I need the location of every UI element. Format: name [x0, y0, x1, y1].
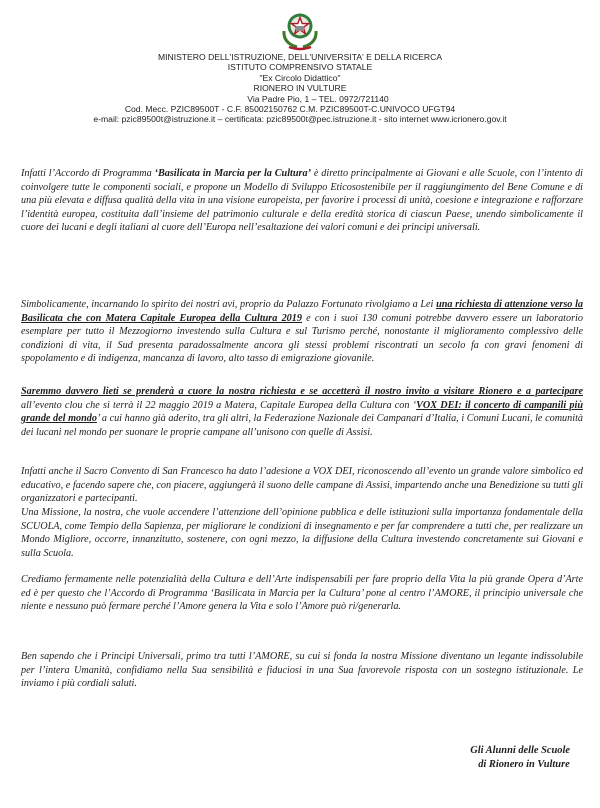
italian-republic-emblem-icon	[275, 7, 325, 53]
paragraph-text: Infatti l’Accordo di Programma	[21, 168, 155, 179]
paragraph-text: e con i suoi 130 comuni potrebbe davvero essere un laboratorio esemplare per tutto il Mezzogiorno investendo sulla Cultura e sul Turismo perché, nonostante il miglioramento complessivo delle condizioni di vita, il Sud presenta paradossalmente ancora gli stessi problemi riscontrati un secolo fa con gravi fenomeni di spopolamento e di indigenza, mancanza di lavoro, alto tasso di emigrazione giovanile.	[21, 312, 583, 365]
school-address: Via Padre Pio, 1 – TEL. 0972/721140	[247, 93, 389, 104]
ministry-name: MINISTERO DELL'ISTRUZIONE, DELL'UNIVERSITA' E DELLA RICERCA	[157, 52, 443, 62]
school-codes: Cod. Mecc. PZIC89500T - C.F. 85002150762 C.M. PZIC89500T-C.UNIVOCO UFGT94	[124, 104, 456, 115]
invitation-highlight: Saremmo davvero lieti se prenderà a cuore la nostra richiesta e se accetterà il nostro invito a visitare Rionero e a partecipare	[21, 386, 583, 397]
paragraph-5	[21, 506, 583, 560]
event-name: VOX DEI: il concerto di campanili più grande del mondo	[21, 399, 583, 425]
signature-line-2: di Rionero in Vulture	[478, 759, 570, 770]
school-letterhead	[40, 52, 560, 125]
paragraph-text: ’ a cui hanno già aderito, tra gli altri, la Federazione Nazionale dei Campanari d’Italia, i Comuni Lucani, le comunità dei lucani nel mondo per suonare le proprie campane all’unisono con quelle di Assisi.	[21, 413, 583, 438]
paragraph-text: Una Missione, la nostra, che vuole accendere l’attenzione dell’opinione pubblica e delle istituzioni sulla importanza fondamentale della SCUOLA, come Tempio della Sapienza, per migliorare le condizioni di insegnamento e per far comprendere a tutti che, per realizzare un Mondo Migliore, occorre, innanzitutto, sostenere, con ogni mezzo, la diffusione della Cultura investendo concretamente sui Giovani e sulla Scuola.	[21, 507, 583, 559]
paragraph-3	[21, 385, 583, 439]
former-name: "Ex Circolo Didattico"	[259, 72, 341, 83]
paragraph-text: all’evento clou che si terrà il 22 maggio 2019 a Matera, Capitale Europea della Cultura con ‘	[21, 399, 417, 411]
paragraph-text: Infatti anche il Sacro Convento di San Francesco ha dato l’adesione a VOX DEI, riconoscendo all’evento un grande valore simbolico ed educativo, e facendo sapere che, con piacere, aggiungerà il suono delle campane di Assisi, impartendo anche una Benedizione su tutti gli organizzatori e partecipanti.	[21, 466, 583, 505]
paragraph-2	[21, 298, 583, 366]
institute-name: ISTITUTO COMPRENSIVO STATALE	[227, 62, 373, 73]
paragraph-7	[21, 650, 583, 691]
paragraph-text: Crediamo fermamente nelle potenzialità della Cultura e dell’Arte indispensabili per fare proprio della Vita la più grande Opera d’Arte ed è per questo che l’Accordo di Programma ‘Basilicata in Marcia per la Cultura’ pone al centro l’AMORE, il principio universale che niente e nessuno può fermare perché l’Amore genera la Vita e solo l’Amore può ri/generarla.	[21, 574, 583, 613]
paragraph-text: Ben sapendo che i Principi Universali, primo tra tutti l’AMORE, su cui si fonda la nostra Missione diventano un legante indissolubile per l’intera Umanità, confidiamo nella Sua sensibilità e fiduciosi in una Sua favorevole risposta con un sostegno istituzionale. Le inviamo i più cordiali saluti.	[21, 651, 583, 690]
paragraph-4	[21, 465, 583, 506]
paragraph-1	[21, 167, 583, 235]
paragraph-text: è diretto principalmente ai Giovani e alle Scuole, con l’intento di coinvolgere tutte le componenti sociali, e propone un Modello di Sviluppo Eticosostenibile per il raggiungimento del Bene Comune e di una più elevata e diffusa qualità della vita in una visione europeista, per favorire i processi di unità, coesione e integrazione e rafforzare l’identità europea, costituita dall’insieme del patrimonio culturale e della eredità storica di ciascun Paese, unendo simbolicamente il cuore dei lucani e degli italiani al cuore dell’Europa nell’esaltazione dei valori comuni e dei principi universali.	[21, 168, 583, 234]
paragraph-text: Simbolicamente, incarnando lo spirito dei nostri avi, proprio da Palazzo Fortunato rivolgiamo a Lei	[21, 299, 437, 310]
signature	[470, 744, 570, 772]
request-highlight: una richiesta di attenzione verso la Basilicata che con Matera Capitale Europea della Cultura 2019	[21, 299, 583, 324]
school-contacts: e-mail: pzic89500t@istruzione.it – certificata: pzic89500t@pec.istruzione.it - sito internet www.icrionero.gov.it	[93, 114, 507, 125]
paragraph-6	[21, 573, 583, 614]
signature-line-1: Gli Alunni delle Scuole	[470, 745, 570, 756]
town-name: RIONERO IN VULTURE	[253, 83, 347, 94]
program-name: ‘Basilicata in Marcia per la Cultura’	[154, 168, 311, 179]
